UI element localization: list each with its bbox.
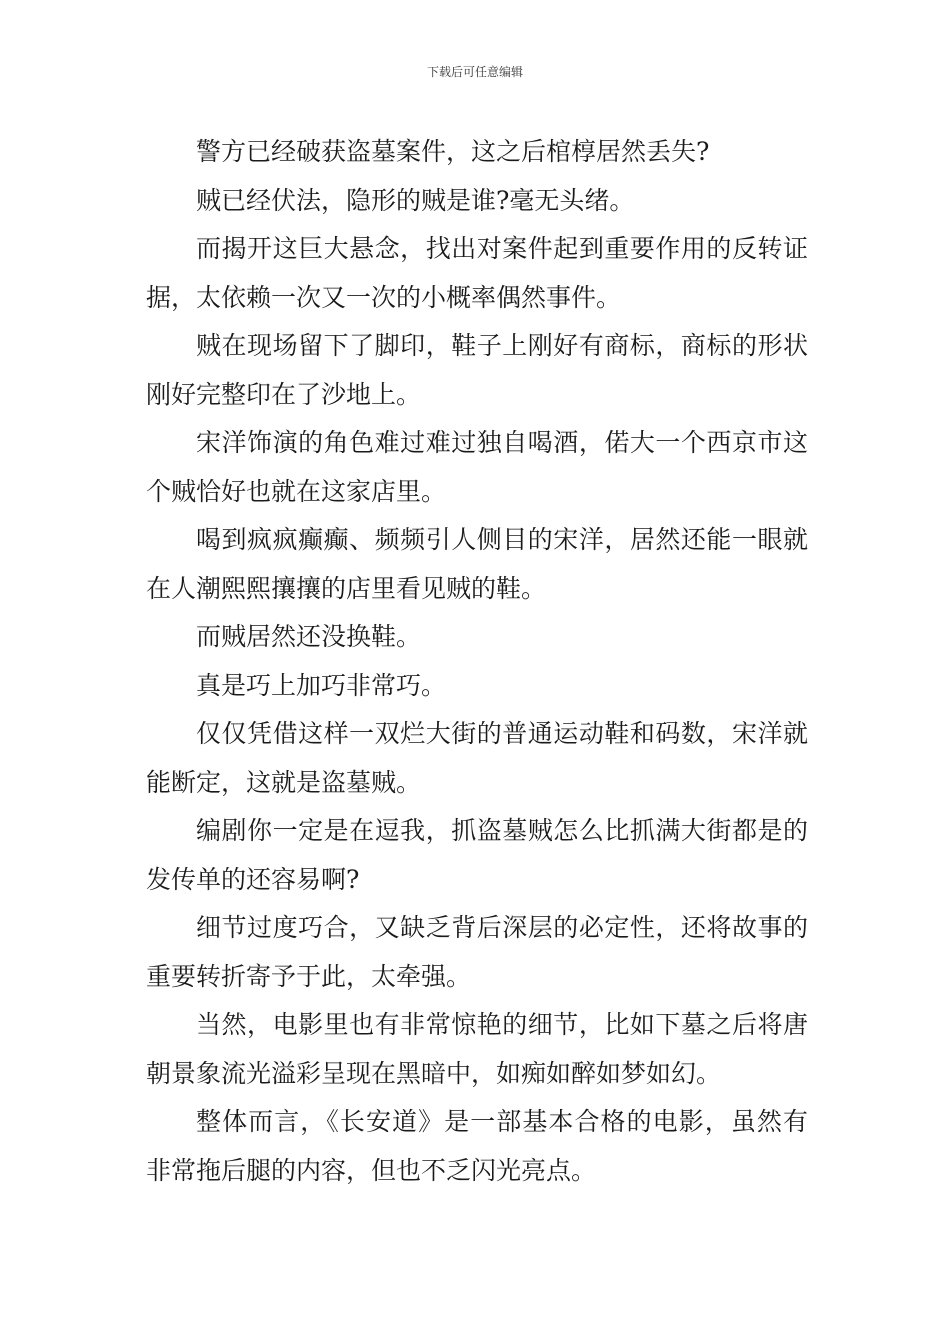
- paragraph-11: 细节过度巧合，又缺乏背后深层的必定性，还将故事的重要转折寄予于此，太牵强。: [146, 913, 808, 991]
- paragraph-9: 仅仅凭借这样一双烂大街的普通运动鞋和码数，宋洋就能断定，这就是盗墓贼。: [146, 719, 808, 797]
- paragraph-1: 警方已经破获盗墓案件，这之后棺椁居然丢失?: [196, 137, 710, 166]
- paragraph-12: 当然，电影里也有非常惊艳的细节，比如下墓之后将唐朝景象流光溢彩呈现在黑暗中，如痴如醉如梦如幻。: [146, 1010, 808, 1088]
- paragraph-13: 整体而言，《长安道》是一部基本合格的电影，虽然有非常拖后腿的内容，但也不乏闪光亮点。: [146, 1107, 808, 1185]
- page-header: 下载后可任意编辑: [426, 65, 523, 79]
- paragraph-6: 喝到疯疯癫癫、频频引人侧目的宋洋，居然还能一眼就在人潮熙熙攘攘的店里看见贼的鞋。: [146, 525, 808, 603]
- paragraph-2: 贼已经伏法，隐形的贼是谁?毫无头绪。: [196, 185, 635, 215]
- paragraph-4: 贼在现场留下了脚印，鞋子上刚好有商标，商标的形状刚好完整印在了沙地上。: [146, 331, 808, 409]
- paragraph-5: 宋洋饰演的角色难过难过独自喝酒，偌大一个西京市这个贼恰好也就在这家店里。: [146, 428, 808, 506]
- paragraph-10: 编剧你一定是在逗我，抓盗墓贼怎么比抓满大街都是的发传单的还容易啊?: [146, 816, 808, 894]
- document-body: [146, 128, 808, 1195]
- paragraph-7: 而贼居然还没换鞋。: [196, 622, 422, 651]
- paragraph-8: 真是巧上加巧非常巧。: [196, 670, 447, 700]
- paragraph-3: 而揭开这巨大悬念，找出对案件起到重要作用的反转证据，太依赖一次又一次的小概率偶然事件。: [146, 234, 808, 312]
